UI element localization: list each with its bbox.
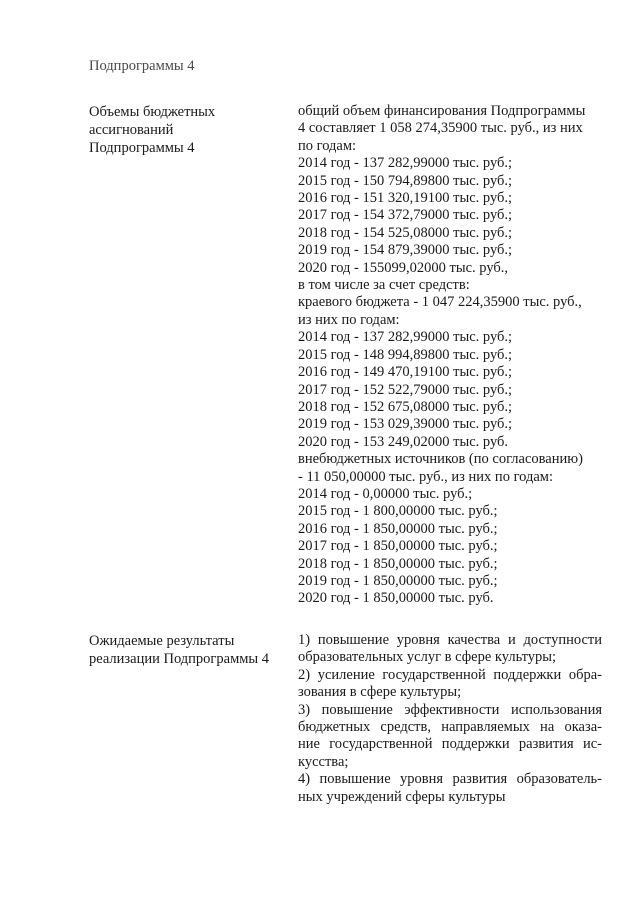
budget-content-line: 2020 год - 1 850,00000 тыс. руб. [298, 590, 494, 607]
budget-content-line: 2020 год - 155099,02000 тыс. руб., [298, 259, 509, 276]
results-content-line: зования в сфере культуры; [298, 684, 462, 701]
budget-content-line: общий объем финансирования Подпрограммы [298, 103, 586, 119]
results-content [298, 632, 602, 806]
budget-content-line: 2017 год - 152 522,79000 тыс. руб.; [298, 381, 513, 398]
page-heading: Подпрограммы 4 [89, 58, 195, 74]
budget-content-line: 4 составляет 1 058 274,35900 тыс. руб., из них [298, 120, 583, 137]
budget-content-line: 2018 год - 154 525,08000 тыс. руб.; [298, 224, 513, 241]
results-content-line: 4) повышение уровня развития образователь- [298, 771, 602, 788]
budget-content-line: 2019 год - 1 850,00000 тыс. руб.; [298, 572, 498, 589]
budget-content-line: 2018 год - 1 850,00000 тыс. руб.; [298, 555, 498, 572]
budget-content-line: в том числе за счет средств: [298, 277, 470, 294]
budget-content-line: 2015 год - 1 800,00000 тыс. руб.; [298, 503, 498, 520]
budget-label-line: ассигнований [89, 122, 174, 138]
budget-content-line: 2014 год - 0,00000 тыс. руб.; [298, 485, 473, 502]
budget-content-line: 2017 год - 1 850,00000 тыс. руб.; [298, 538, 498, 555]
budget-content-line: из них по годам: [298, 311, 400, 328]
budget-content-line: 2016 год - 151 320,19100 тыс. руб.; [298, 190, 513, 207]
results-content-line: 1) повышение уровня качества и доступности [298, 632, 602, 648]
results-content-line: 3) повышение эффективности использования [298, 701, 602, 718]
results-content-line: бюджетных средств, направляемых на оказа- [298, 719, 602, 736]
results-content-line: образовательных услуг в сфере культуры; [298, 649, 557, 666]
results-content-line: ние государственной поддержки развития ис- [298, 736, 602, 753]
results-content-line: ных учреждений сферы культуры [298, 788, 506, 805]
budget-content [298, 103, 602, 608]
budget-label [89, 103, 289, 157]
budget-content-line: по годам: [298, 137, 357, 154]
budget-content-line: 2015 год - 148 994,89800 тыс. руб.; [298, 346, 513, 363]
budget-content-line: - 11 050,00000 тыс. руб., из них по годам: [298, 468, 554, 485]
results-label-line: реализации Подпрограммы 4 [89, 651, 270, 667]
budget-content-line: внебюджетных источников (по согласованию) [298, 451, 583, 468]
budget-content-line: 2014 год - 137 282,99000 тыс. руб.; [298, 155, 513, 172]
budget-label-line: Подпрограммы 4 [89, 140, 195, 156]
budget-content-line: 2015 год - 150 794,89800 тыс. руб.; [298, 172, 513, 189]
budget-content-line: 2019 год - 153 029,39000 тыс. руб.; [298, 416, 513, 433]
budget-content-line: 2020 год - 153 249,02000 тыс. руб. [298, 433, 509, 450]
budget-content-line: 2016 год - 1 850,00000 тыс. руб.; [298, 520, 498, 537]
budget-content-line: 2018 год - 152 675,08000 тыс. руб.; [298, 398, 513, 415]
budget-content-line: 2014 год - 137 282,99000 тыс. руб.; [298, 329, 513, 346]
results-content-line: 2) усиление государственной поддержки обра- [298, 666, 602, 683]
results-label-line: Ожидаемые результаты [89, 633, 235, 649]
budget-content-line: краевого бюджета - 1 047 224,35900 тыс. руб., [298, 294, 582, 311]
budget-content-line: 2016 год - 149 470,19100 тыс. руб.; [298, 364, 513, 381]
budget-content-line: 2017 год - 154 372,79000 тыс. руб.; [298, 207, 513, 224]
budget-content-line: 2019 год - 154 879,39000 тыс. руб.; [298, 242, 513, 259]
results-content-line: кусства; [298, 753, 349, 770]
budget-label-line: Объемы бюджетных [89, 104, 216, 120]
results-label [89, 632, 289, 668]
